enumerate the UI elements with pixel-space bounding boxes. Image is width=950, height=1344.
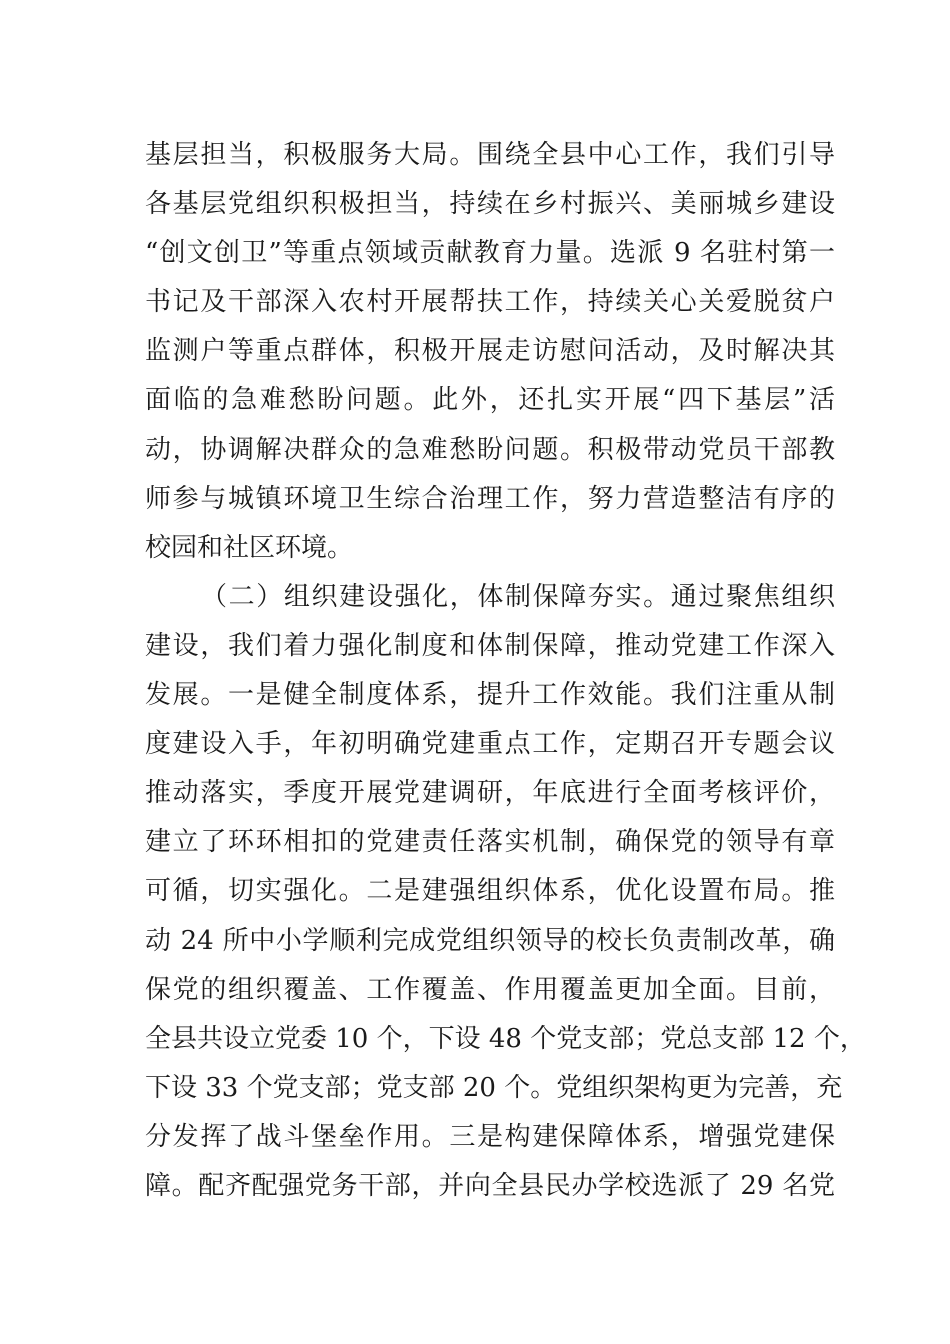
text-line: 建立了环环相扣的党建责任落实机制，确保党的领导有章 bbox=[145, 827, 835, 858]
text-line: 校园和社区环境。 bbox=[145, 532, 354, 563]
text-line: 书记及干部深入农村开展帮扶工作，持续关心关爱脱贫户 bbox=[145, 287, 835, 318]
text-line: 障。配齐配强党务干部，并向全县民办学校选派了 29 名党 bbox=[145, 1170, 835, 1201]
text-line: 保党的组织覆盖、工作覆盖、作用覆盖更加全面。目前， bbox=[145, 974, 835, 1005]
section-heading-line: （二）组织建设强化，体制保障夯实。通过聚焦组织 bbox=[201, 581, 835, 612]
text-line: “创文创卫”等重点领域贡献教育力量。选派 9 名驻村第一 bbox=[145, 238, 835, 269]
text-line: 动，协调解决群众的急难愁盼问题。积极带动党员干部教 bbox=[145, 434, 835, 465]
document-body bbox=[145, 131, 866, 1211]
text-line: 可循，切实强化。二是建强组织体系，优化设置布局。推 bbox=[145, 876, 835, 907]
text-line: 推动落实，季度开展党建调研，年底进行全面考核评价， bbox=[145, 778, 835, 809]
text-line: 动 24 所中小学顺利完成党组织领导的校长负责制改革，确 bbox=[145, 925, 835, 956]
text-line: 建设，我们着力强化制度和体制保障，推动党建工作深入 bbox=[145, 630, 835, 661]
text-line: 各基层党组织积极担当，持续在乡村振兴、美丽城乡建设 bbox=[145, 189, 835, 220]
text-line: 全县共设立党委 10 个，下设 48 个党支部；党总支部 12 个， bbox=[145, 1023, 866, 1054]
text-line: 下设 33 个党支部；党支部 20 个。党组织架构更为完善，充 bbox=[145, 1072, 843, 1103]
text-line: 基层担当，积极服务大局。围绕全县中心工作，我们引导 bbox=[145, 140, 835, 170]
text-line: 面临的急难愁盼问题。此外，还扎实开展“四下基层”活 bbox=[145, 385, 835, 416]
text-line: 监测户等重点群体，积极开展走访慰问活动，及时解决其 bbox=[145, 336, 835, 367]
text-line: 分发挥了战斗堡垒作用。三是构建保障体系，增强党建保 bbox=[145, 1121, 835, 1152]
text-line: 发展。一是健全制度体系，提升工作效能。我们注重从制 bbox=[145, 680, 835, 711]
text-line: 度建设入手，年初明确党建重点工作，定期召开专题会议 bbox=[145, 729, 835, 760]
text-line: 师参与城镇环境卫生综合治理工作，努力营造整洁有序的 bbox=[145, 483, 835, 514]
